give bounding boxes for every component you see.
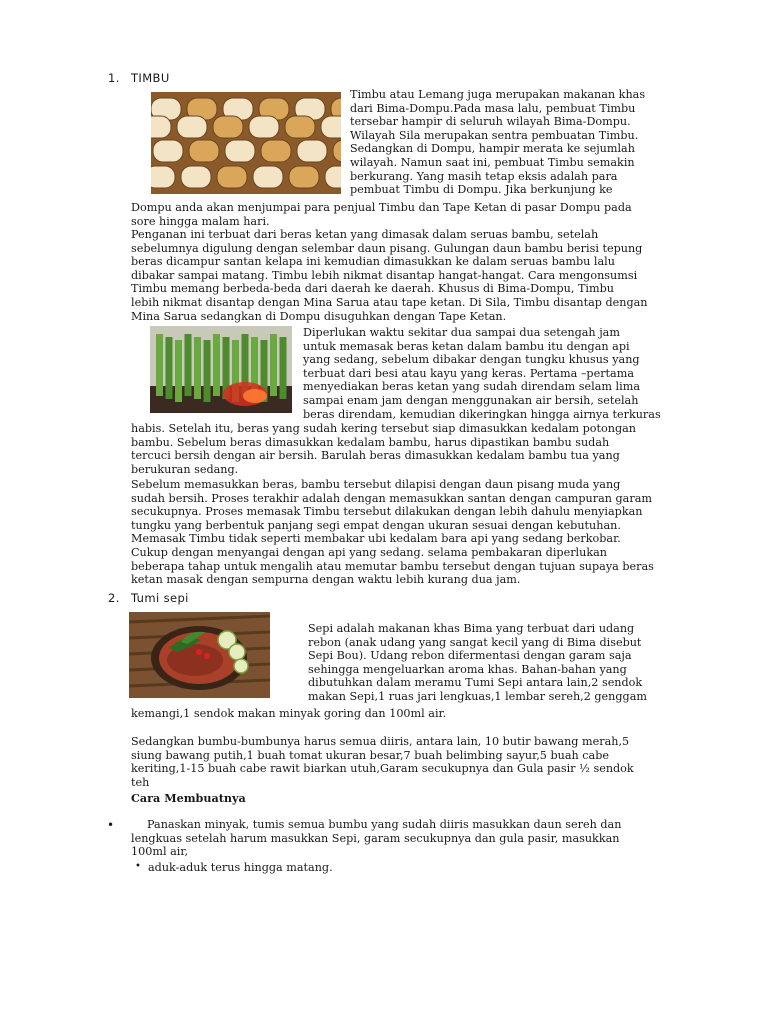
bamboo-roll — [249, 116, 279, 138]
bamboo-stalk — [270, 334, 277, 396]
text-line: siung bawang putih,1 buah tomat ukuran besar,7 buah belimbing sayur,5 buah cabe — [131, 748, 610, 762]
section-1-title: TIMBU — [131, 71, 170, 85]
text-line: sebelumnya digulung dengan selembar daun pisang. Gulungan daun bambu berisi tepung — [131, 241, 643, 255]
text-line: 100ml air, — [131, 845, 189, 859]
section-1-number: 1. — [108, 71, 120, 85]
bamboo-roll — [289, 166, 319, 188]
bamboo-roll — [253, 166, 283, 188]
text-line: berukuran sedang. — [131, 462, 239, 476]
text-line: tercuci bersih dengan air bersih. Barulah beras dimasukkan kedalam bambu tua yang — [131, 449, 620, 463]
text-line: berkurang. Yang masih tetap eksis adalah para — [350, 169, 618, 183]
text-line: sore hingga malam hari. — [131, 214, 270, 228]
text-line: lebih nikmat disantap dengan Mina Sarua atau tape ketan. Di Sila, Timbu disantap dengan — [131, 296, 648, 309]
bamboo-roll — [181, 166, 211, 188]
bamboo-roll — [151, 166, 175, 188]
bamboo-roll — [261, 140, 291, 162]
text-line: dibakar sampai matang. Timbu lebih nikmat disantap hangat-hangat. Cara mengonsumsi — [131, 268, 638, 282]
bamboo-roll — [325, 166, 341, 188]
section-2-number: 2. — [108, 591, 120, 605]
text-line: Sebelum memasukkan beras, bambu tersebut dilapisi dengan daun pisang muda yang — [131, 478, 621, 491]
text-line: beras direndam, kemudian dikeringkan hingga airnya terkuras — [303, 407, 661, 421]
text-line: pembuat Timbu di Dompu. Jika berkunjung ke — [350, 183, 613, 197]
bamboo-roll — [213, 116, 243, 138]
timbu-stack-photo — [151, 92, 341, 194]
text-line: sampai enam jam dengan menggunakan air bersih, setelah — [303, 394, 639, 407]
tumi-sepi-photo — [129, 612, 270, 698]
bamboo-stalk — [194, 337, 201, 399]
bamboo-stalk — [185, 334, 192, 396]
method-heading: Cara Membuatnya — [131, 791, 246, 805]
bamboo-stalk — [280, 337, 287, 399]
text-line: wilayah. Namun saat ini, pembuat Timbu semakin — [350, 156, 635, 169]
text-line: keriting,1-15 buah cabe rawit biarkan utuh,Garam secukupnya dan Gula pasir ½ sendok — [131, 762, 634, 776]
text-line: Diperlukan waktu sekitar dua sampai dua setengah jam — [303, 326, 620, 339]
text-line: aduk-aduk terus hingga matang. — [148, 861, 333, 874]
bamboo-stalk — [166, 337, 173, 399]
text-line: lengkuas setelah harum masukkan Sepi, garam secukupnya dan gula pasir, masukkan — [131, 831, 620, 845]
step-1-bullet: • — [107, 818, 115, 832]
text-line: yang sedang, sebelum dibakar dengan tungku khusus yang — [303, 353, 640, 367]
text-line: Wilayah Sila merupakan sentra pembuatan Timbu. — [350, 128, 639, 142]
text-line: Timbu atau Lemang juga merupakan makanan khas — [350, 88, 646, 101]
text-line: ketan masak dengan sempurna dengan waktu lebih kurang dua jam. — [131, 573, 521, 587]
text-line: Sedangkan bumbu-bumbunya harus semua diiris, antara lain, 10 butir bawang merah,5 — [131, 735, 630, 748]
text-line: Mina Sarua sedangkan di Dompu disuguhkan dengan Tape Ketan. — [131, 309, 507, 323]
bamboo-roll — [151, 116, 171, 138]
bamboo-roll — [297, 140, 327, 162]
text-line: beras dicampur santan kelapa ini kemudian dimasukkan ke dalam seruas bambu lalu — [131, 255, 615, 269]
text-line: makan Sepi,1 ruas jari lengkuas,1 lembar sereh,2 genggam — [308, 690, 647, 703]
text-line: Panaskan minyak, tumis semua bumbu yang sudah diiris masukkan daun sereh dan — [147, 818, 622, 831]
timbu-fire-photo — [150, 326, 292, 413]
section-2-intro-full: kemangi,1 sendok makan minyak goring dan 100ml air. — [131, 707, 447, 720]
text-line: habis. Setelah itu, beras yang sudah kering tersebut siap dimasukkan kedalam potongan — [131, 422, 636, 435]
bamboo-roll — [189, 140, 219, 162]
bamboo-roll — [225, 140, 255, 162]
text-line: sudah bersih. Proses terakhir adalah dengan memasukkan santan dengan campuran garam — [131, 491, 652, 505]
bamboo-roll — [153, 140, 183, 162]
text-line: rebon (anak udang yang sangat kecil yang di Bima disebut — [308, 635, 642, 649]
bamboo-roll — [217, 166, 247, 188]
bamboo-stalk — [204, 340, 211, 402]
text-line: Cukup dengan menyangai dengan api yang sedang. selama pembakaran diperlukan — [131, 546, 607, 559]
text-line: untuk memasak beras ketan dalam bambu itu dengan api — [303, 339, 630, 353]
text-line: dibutuhkan dalam meramu Tumi Sepi antara lain,2 sendok — [308, 676, 643, 690]
bamboo-stalk — [156, 334, 163, 396]
text-line: Timbu memang berbeda-beda dari daerah ke daerah. Khusus di Bima-Dompu, Timbu — [131, 282, 614, 296]
text-line: sehingga mengeluarkan aroma khas. Bahan-bahan yang — [308, 662, 627, 676]
text-line: tungku yang berbentuk panjang segi empat dengan ukuran sesuai dengan kebutuhan. — [131, 518, 621, 532]
step-2-bullet: • — [135, 861, 141, 872]
bamboo-stalk — [213, 334, 220, 396]
text-line: Memasak Timbu tidak seperti membakar ubi kedalam bara api yang sedang berkobar. — [131, 532, 621, 546]
section-2-title: Tumi sepi — [131, 591, 189, 605]
bamboo-roll — [321, 116, 341, 138]
text-line: menyediakan beras ketan yang sudah direndam selam lima — [303, 380, 640, 394]
text-line: beberapa tahap untuk mengalih atau memutar bambu tersebut dengan tujuan supaya beras — [131, 559, 654, 573]
bamboo-roll — [285, 116, 315, 138]
text-line: Sepi Bou). Udang rebon difermentasi dengan garam saja — [308, 649, 632, 663]
text-line: Dompu anda akan menjumpai para penjual Timbu dan Tape Ketan di pasar Dompu pada — [131, 201, 632, 214]
text-line: secukupnya. Proses memasak Timbu tersebut dilakukan dengan lebih dahulu menyiapkan — [131, 505, 643, 519]
text-line: Sepi adalah makanan khas Bima yang terbuat dari udang — [308, 622, 635, 635]
text-line: tersebar hampir di seluruh wilayah Bima-Dompu. — [350, 115, 631, 129]
text-line: Penganan ini terbuat dari beras ketan yang dimasak dalam seruas bambu, setelah — [131, 228, 599, 241]
text-line: teh — [131, 775, 150, 789]
text-line: Sedangkan di Dompu, hampir merata ke sejumlah — [350, 142, 635, 156]
text-line: dari Bima-Dompu.Pada masa lalu, pembuat Timbu — [350, 101, 636, 115]
bamboo-roll — [177, 116, 207, 138]
bamboo-stalk — [175, 340, 182, 402]
text-line: bambu. Sebelum beras dimasukkan kedalam bambu, harus dipastikan bambu sudah — [131, 435, 610, 449]
text-line: terbuat dari besi atau kayu yang keras. Pertama –pertama — [303, 366, 634, 380]
